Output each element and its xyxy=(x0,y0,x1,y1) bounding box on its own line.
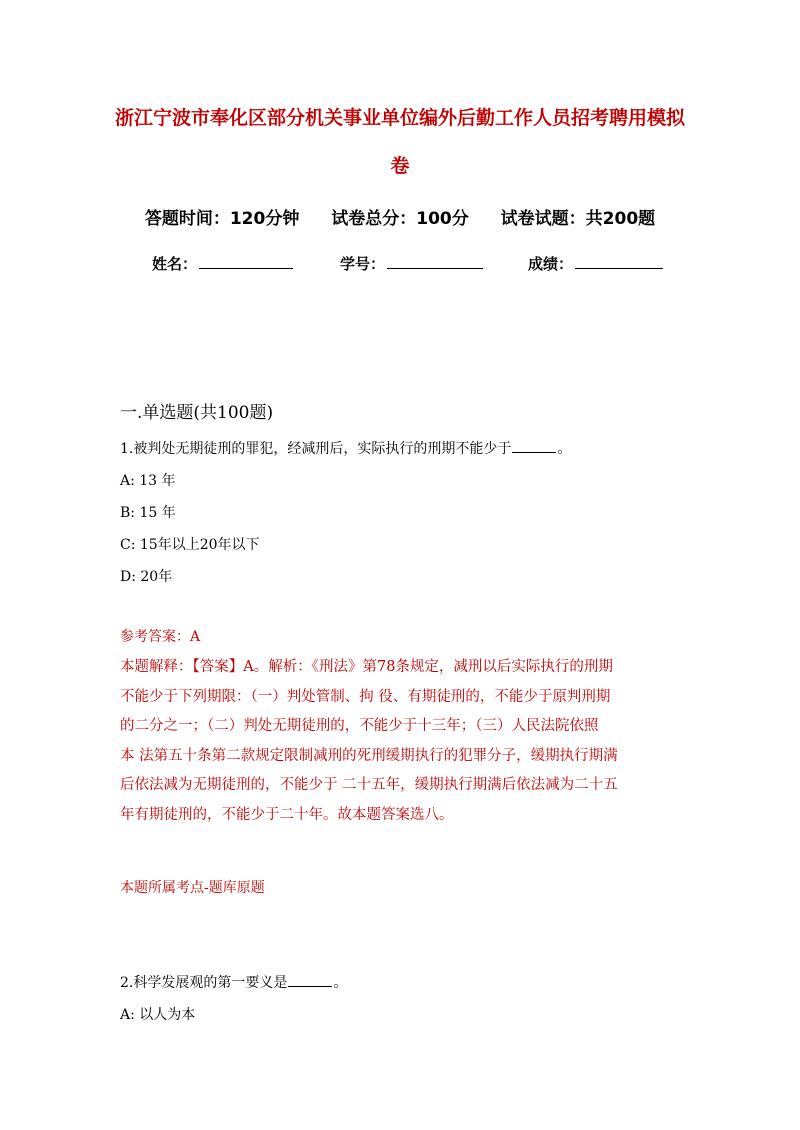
student-info xyxy=(0,253,800,275)
name-field xyxy=(152,253,293,274)
question-2-option-a: A: 以人为本 xyxy=(120,1007,196,1023)
question-1-option-b: B: 15 年 xyxy=(120,505,176,521)
question-2-stem xyxy=(120,972,347,992)
exam-title: 浙江宁波市奉化区部分机关事业单位编外后勤工作人员招考聘用模拟卷 xyxy=(114,107,685,177)
question-1-end: 。 xyxy=(557,441,572,457)
analysis-line: 的二分之一；（二）判处无期徒刑的，不能少于十三年；（三）人民法院依照 xyxy=(120,718,599,734)
score-label: 成绩： xyxy=(528,255,574,273)
question-1-option-c: C: 15年以上20年以下 xyxy=(120,537,260,553)
analysis-line: 本 法第五十条第二款规定限制减刑的死刑缓期执行的犯罪分子，缓期执行期满 xyxy=(120,747,618,764)
section-heading: 一.单选题(共100题) xyxy=(120,403,274,423)
question-1-stem xyxy=(120,438,571,458)
analysis-line: 本题解释：【答案】A。解析：《刑法》第78条规定，减刑以后实际执行的刑期 xyxy=(120,659,613,675)
exam-meta xyxy=(0,204,800,229)
question-2-end: 。 xyxy=(333,975,348,991)
question-1-answer: 参考答案：A xyxy=(120,629,201,645)
question-1-option-a: A: 13 年 xyxy=(120,473,176,489)
name-label: 姓名： xyxy=(152,255,198,273)
id-field xyxy=(340,253,483,274)
id-label: 学号： xyxy=(340,255,386,273)
analysis-line: 不能少于下列期限：（一）判处管制、拘 役、有期徒刑的，不能少于原判刑期 xyxy=(120,688,611,705)
answer-blank xyxy=(288,974,332,987)
exam-time: 答题时间：120分钟 xyxy=(144,209,300,229)
id-blank-line xyxy=(387,253,483,269)
exam-total-score: 试卷总分：100分 xyxy=(331,209,469,229)
analysis-line: 年有期徒刑的，不能少于二十年。故本题答案选八。 xyxy=(120,806,454,823)
exam-question-count: 试卷试题：共200题 xyxy=(500,209,656,229)
answer-blank xyxy=(512,440,556,453)
score-field xyxy=(528,253,663,274)
question-1-option-d: D: 20年 xyxy=(120,569,173,585)
question-1-topic: 本题所属考点-题库原题 xyxy=(120,880,265,896)
score-blank-line xyxy=(575,253,663,269)
name-blank-line xyxy=(199,253,293,269)
question-2-text: 2.科学发展观的第一要义是 xyxy=(120,975,288,991)
question-1-text: 1.被判处无期徒刑的罪犯，经减刑后，实际执行的刑期不能少于 xyxy=(120,441,512,457)
analysis-line: 后依法减为无期徒刑的，不能少于 二十五年，缓期执行期满后依法减为二十五 xyxy=(120,777,618,793)
question-1-analysis xyxy=(120,653,686,830)
